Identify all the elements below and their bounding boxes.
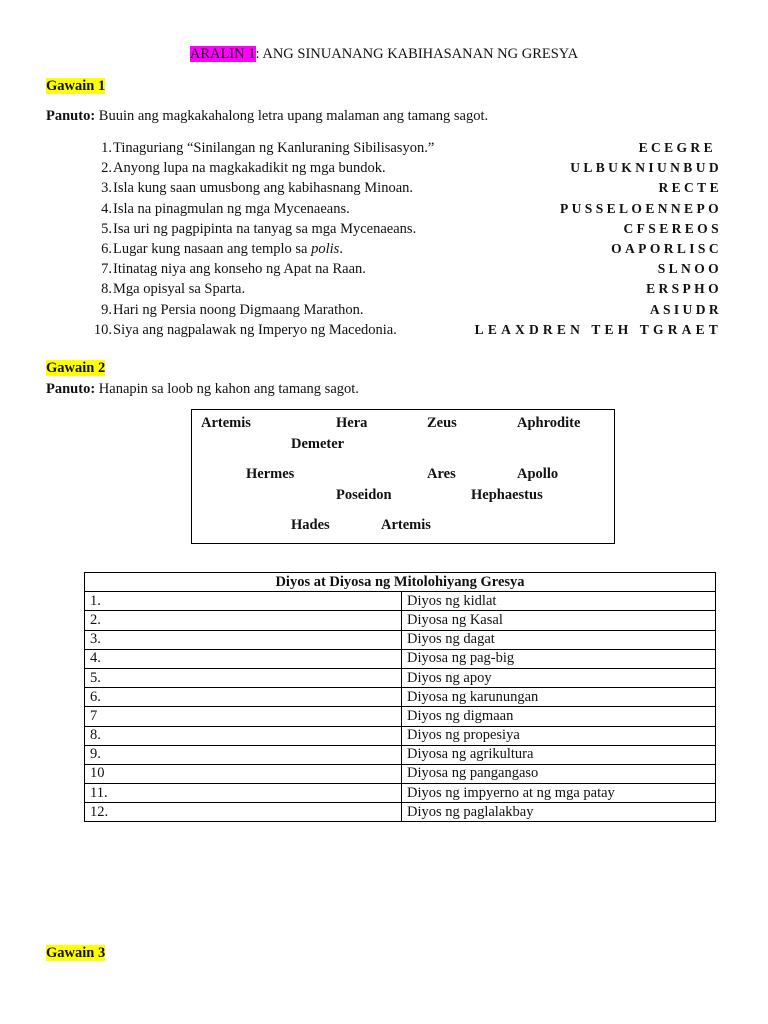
- word-box-item: Demeter: [291, 436, 345, 452]
- scrambled-answer: OAPORLISC: [611, 240, 722, 256]
- table-row: [85, 592, 716, 611]
- list-item: 6. Lugar kung nasaan ang templo sa polis. OAPORLISC: [90, 239, 722, 259]
- description-cell: Diyos ng apoy: [402, 668, 716, 687]
- description-cell: Diyos ng digmaan: [402, 707, 716, 726]
- answer-cell: 7: [85, 707, 402, 726]
- list-item: 8. Mga opisyal sa Sparta. ERSPHO: [90, 279, 722, 299]
- description-cell: Diyos ng kidlat: [402, 592, 716, 611]
- table-row: [85, 630, 716, 649]
- description-cell: Diyosa ng pangangaso: [402, 764, 716, 783]
- list-item: 10. Siya ang nagpalawak ng Imperyo ng Macedonia. LEAXDREN TEH TGRAET: [90, 320, 722, 340]
- list-item: 4. Isla na pinagmulan ng mga Mycenaeans. PUSSELOENNEPO: [90, 199, 722, 219]
- scrambled-word-list: [90, 138, 722, 340]
- description-cell: Diyosa ng pag-big: [402, 649, 716, 668]
- description-cell: Diyosa ng agrikultura: [402, 745, 716, 764]
- answer-cell: 12.: [85, 803, 402, 822]
- scrambled-answer: ERSPHO: [646, 281, 722, 297]
- description-cell: Diyosa ng karunungan: [402, 688, 716, 707]
- word-box-item: Hades: [291, 517, 330, 533]
- word-box-item: Hermes: [246, 466, 295, 482]
- list-item: 1. Tinaguriang “Sinilangan ng Kanluraning Sibilisasyon.” ECEGRE: [90, 138, 722, 158]
- table-row: [85, 649, 716, 668]
- description-cell: Diyos ng propesiya: [402, 726, 716, 745]
- list-item: 2. Anyong lupa na magkakadikit ng mga bundok. ULBUKNIUNBUD: [90, 158, 722, 178]
- answer-cell: 11.: [85, 784, 402, 803]
- table-row: [85, 688, 716, 707]
- answer-cell: 3.: [85, 630, 402, 649]
- scrambled-answer: ULBUKNIUNBUD: [570, 160, 722, 176]
- table-row: [85, 707, 716, 726]
- answer-cell: 4.: [85, 649, 402, 668]
- answer-cell: 1.: [85, 592, 402, 611]
- gawain-2-instruction: Panuto: Hanapin sa loob ng kahon ang tamang sagot.: [46, 381, 359, 397]
- scrambled-answer: RECTE: [658, 180, 722, 196]
- word-box-item: Poseidon: [336, 487, 392, 503]
- word-box-item: Hephaestus: [471, 487, 543, 503]
- table-row: [85, 803, 716, 822]
- lesson-title-text: : ANG SINUANANG KABIHASANAN NG GRESYA: [255, 46, 579, 62]
- gawain-3-heading: Gawain 3: [46, 945, 106, 961]
- word-box-item: Artemis: [381, 517, 431, 533]
- table-row: [85, 784, 716, 803]
- answer-cell: 10: [85, 764, 402, 783]
- scrambled-answer: ASIUDR: [649, 301, 722, 317]
- answer-cell: 2.: [85, 611, 402, 630]
- table-row: [85, 764, 716, 783]
- word-box-item: Hera: [336, 415, 368, 431]
- scrambled-answer: CFSEREOS: [623, 220, 722, 236]
- scrambled-answer: ECEGRE: [638, 140, 716, 155]
- description-cell: Diyos ng impyerno at ng mga patay: [402, 784, 716, 803]
- description-cell: Diyosa ng Kasal: [402, 611, 716, 630]
- gawain-1-instruction: Panuto: Buuin ang magkakahalong letra upang malaman ang tamang sagot.: [46, 108, 489, 124]
- description-cell: Diyos ng paglalakbay: [402, 803, 716, 822]
- scrambled-answer: SLNOO: [657, 261, 722, 277]
- list-item: 9. Hari ng Persia noong Digmaang Marathon. ASIUDR: [90, 300, 722, 320]
- description-cell: Diyos ng dagat: [402, 630, 716, 649]
- lesson-number: ARALIN 1: [189, 46, 256, 62]
- word-box: [191, 409, 615, 544]
- table-header: Diyos at Diyosa ng Mitolohiyang Gresya: [85, 573, 716, 592]
- table-row: [85, 726, 716, 745]
- word-box-item: Ares: [427, 466, 456, 482]
- list-item: 5. Isa uri ng pagpipinta na tanyag sa mga Mycenaeans. CFSEREOS: [90, 219, 722, 239]
- word-box-item: Zeus: [427, 415, 457, 431]
- word-box-item: Aphrodite: [517, 415, 581, 431]
- answer-cell: 5.: [85, 668, 402, 687]
- gawain-2-heading: Gawain 2: [46, 360, 106, 376]
- lesson-title: [0, 46, 768, 63]
- scrambled-answer: LEAXDREN TEH TGRAET: [474, 321, 722, 337]
- table-header-row: [85, 573, 716, 592]
- answer-cell: 8.: [85, 726, 402, 745]
- answer-cell: 9.: [85, 745, 402, 764]
- scrambled-answer: PUSSELOENNEPO: [560, 200, 722, 216]
- word-box-item: Apollo: [517, 466, 559, 482]
- table-row: [85, 668, 716, 687]
- gawain-1-heading: Gawain 1: [46, 78, 106, 94]
- list-item: 3. Isla kung saan umusbong ang kabihasnang Minoan. RECTE: [90, 178, 722, 198]
- gods-table: [84, 572, 716, 822]
- table-row: [85, 611, 716, 630]
- answer-cell: 6.: [85, 688, 402, 707]
- list-item: 7. Itinatag niya ang konseho ng Apat na Raan. SLNOO: [90, 259, 722, 279]
- word-box-item: Artemis: [201, 415, 251, 431]
- table-row: [85, 745, 716, 764]
